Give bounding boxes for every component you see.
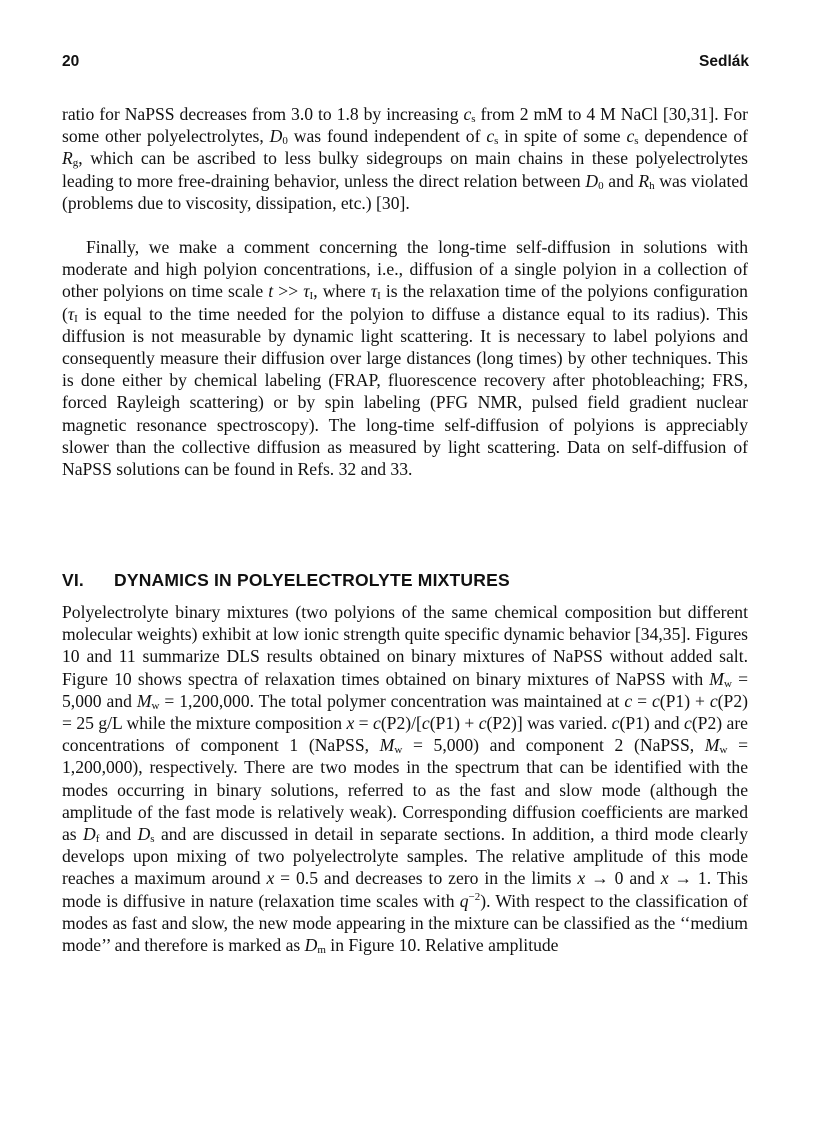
paragraph-3: Polyelectrolyte binary mixtures (two polyions of the same chemical composition but different molecular weights) exhibit at low ionic strength quite specific dynamic behavior [34,35]. Figures 10 and 11 summarize DLS results obtained on binary mixtures of NaPSS without added salt. Figure 10 shows spectra of relaxation times obtained on binary mixtures of NaPSS with $M_w = 5,000$ and $M_w = 1,200,000$. The total polymer concentration was maintained at c = c(P1) + c(P2) = 25 g/L while the mixture composition x = c(P2)/[c(P1) + c(P2)] was varied. c(P1) and c(P2) are concentrations of component 1 (NaPSS, $M_w = 5,000$) and component 2 (NaPSS, $M_w = 1,200,000$), respectively. There are two modes in the spectrum that can be identified with the modes occurring in binary solutions, referred to as the fast and slow mode (although the amplitude of the fast mode is relatively weak). Corresponding diffusion coefficients are marked as $D_f$ and $D_s$ and are discussed in detail in separate sections. In addition, a third mode clearly develops upon mixing of two polyelectrolyte samples. The relative amplitude of this mode reaches a maximum around x = 0.5 and decreases to zero in the limits x → 0 and x → 1. This mode is diffusive in nature (relaxation time scales with $q^{-2}$). With respect to the classification of modes as fast and slow, the new mode appearing in the mixture can be classified as the ‘‘medium mode’’ and therefore is marked as $D_m$ in Figure 10. Relative amplitude — [62, 602, 749, 957]
section-number: VI. — [62, 570, 84, 590]
paragraph-2: Finally, we make a comment concerning the long-time self-diffusion in solutions with moderate and high polyion concentrations, i.e., diffusion of a single polyion in a collection of other polyions on time scale $t >> \tau_I$, where $\tau_I$ is the relaxation time of the polyions configuration ($\tau_I$ is equal to the time needed for the polyion to diffuse a distance equal to its radius). This diffusion is not measurable by dynamic light scattering. It is necessary to label polyions and consequently measure their diffusion over large distances (long times) by other techniques. This is done either by chemical labeling (FRAP, fluorescence recovery after photobleaching; FRS, forced Rayleigh scattering) or by spin labeling (PFG NMR, pulsed field gradient nuclear magnetic resonance spectroscopy). The long-time self-diffusion of polyions is appreciably slower than the collective diffusion as measured by light scattering. Data on self-diffusion of NaPSS solutions can be found in Refs. 32 and 33. — [62, 237, 748, 480]
page-number: 20 — [62, 53, 80, 70]
section-heading — [62, 570, 510, 591]
section-title: DYNAMICS IN POLYELECTROLYTE MIXTURES — [114, 570, 510, 590]
running-head-author: Sedlák — [699, 53, 749, 70]
paragraph-1: ratio for NaPSS decreases from 3.0 to 1.8 by increasing $c_s$ from 2 mM to 4 M NaCl [30,31]. For some other polyelectrolytes, $D_0$ was found independent of $c_s$ in spite of some $c_s$ dependence of $R_g$, which can be ascribed to less bulky sidegroups on main chains in these polyelectrolytes leading to more free-draining behavior, unless the direct relation between $D_0$ and $R_h$ was violated (problems due to viscosity, dissipation, etc.) [30]. — [62, 104, 749, 213]
